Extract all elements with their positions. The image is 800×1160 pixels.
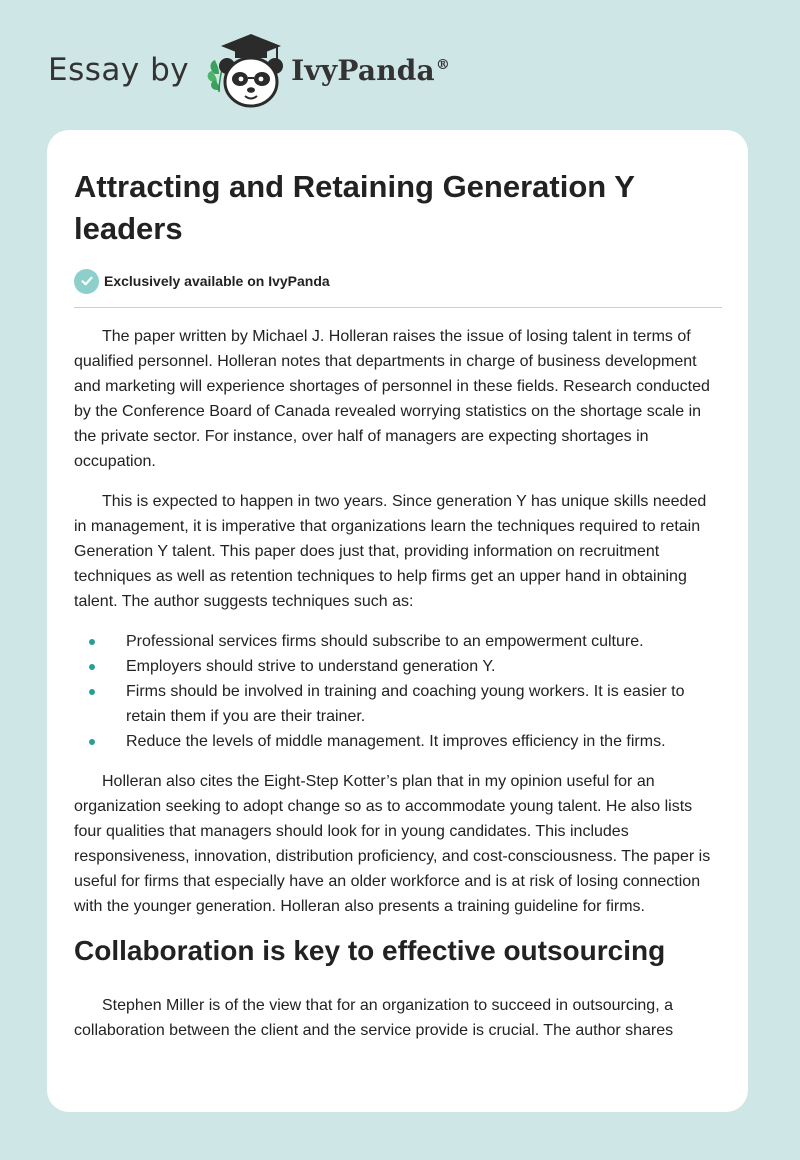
paragraph: Holleran also cites the Eight-Step Kotter’s plan that in my opinion useful for an organization seeking to adopt change so as to accommodate young talent. He also lists four qualities that managers should look for in young candidates. This includes responsiveness, innovation, distribution proficiency, and cost-consciousness. The paper is useful for firms that especially have an older workforce and is at risk of losing connection with the younger generation. Holleran also presents a training guideline for firms.: [74, 773, 711, 915]
paragraph: This is expected to happen in two years. Since generation Y has unique skills needed in management, it is imperative that organizations learn the techniques required to retain Generation Y talent. This paper does just that, providing information on recruitment techniques as well as retention techniques to help firms get an upper hand in obtaining talent. The author suggests techniques such as:: [74, 493, 707, 610]
bullet-dot-icon: [89, 689, 95, 695]
ivypanda-logo-link[interactable]: [201, 30, 450, 110]
exclusive-badge: [74, 267, 722, 295]
exclusive-badge-label: Exclusively available on IvyPanda: [104, 273, 330, 289]
registered-mark: ®: [435, 57, 451, 74]
list-item-text: Firms should be involved in training and coaching young workers. It is easier to retain them if you are their trainer.: [126, 683, 685, 725]
list-item-text: Professional services firms should subscribe to an empowerment culture.: [126, 633, 644, 650]
list-item: [74, 729, 722, 754]
essay-by-label: Essay by: [48, 52, 190, 88]
check-circle-icon: [74, 269, 99, 294]
section-heading: Collaboration is key to effective outsourcing: [74, 935, 666, 966]
paragraph: Stephen Miller is of the view that for an organization to succeed in outsourcing, a collaboration between the client and the service provide is crucial. The author shares: [74, 997, 674, 1039]
site-header: [48, 30, 450, 110]
list-item: [74, 679, 722, 729]
bullet-dot-icon: [89, 739, 95, 745]
paragraph: The paper written by Michael J. Holleran raises the issue of losing talent in terms of qualified personnel. Holleran notes that departments in charge of business development and marketing will experience shortages of personnel in these fields. Research conducted by the Conference Board of Canada revealed worrying statistics on the shortage scale in the private sector. For instance, over half of managers are expecting shortages in occupation.: [74, 328, 710, 470]
techniques-list: [74, 629, 722, 754]
essay-card: [47, 130, 748, 1112]
brand-name: IvyPanda®: [291, 53, 451, 87]
bullet-dot-icon: [89, 664, 95, 670]
list-item: [74, 654, 722, 679]
page-title: Attracting and Retaining Generation Y leaders: [74, 169, 635, 246]
essay-content: [74, 166, 722, 1058]
list-item: [74, 629, 722, 654]
list-item-text: Reduce the levels of middle management. It improves efficiency in the firms.: [126, 733, 666, 750]
panda-graduate-logo-icon: [201, 30, 285, 110]
list-item-text: Employers should strive to understand generation Y.: [126, 658, 496, 675]
title-divider: [74, 307, 722, 308]
bullet-dot-icon: [89, 639, 95, 645]
